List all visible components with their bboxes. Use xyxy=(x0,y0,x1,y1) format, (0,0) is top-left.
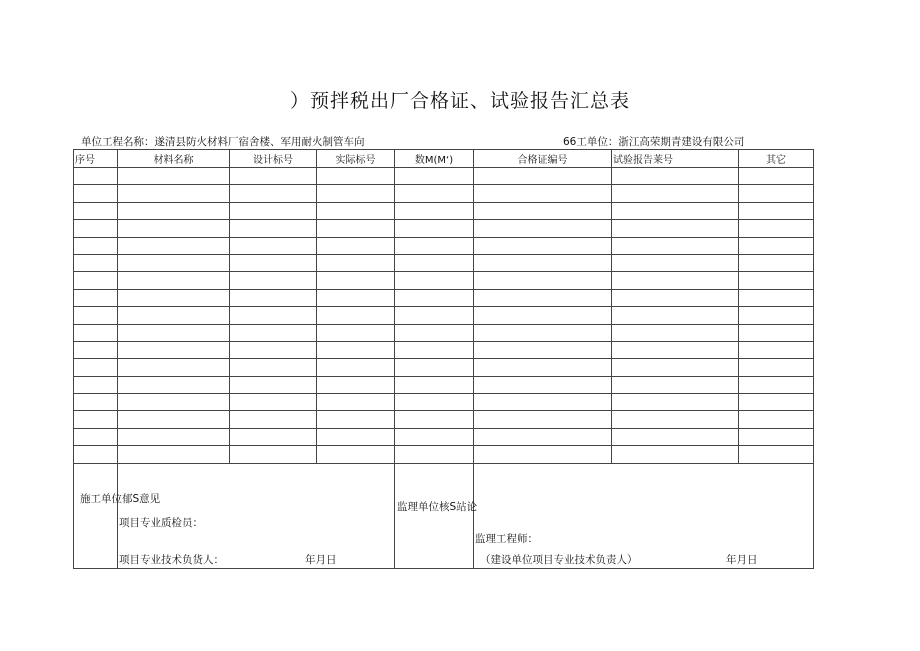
date-label-2: 年月日 xyxy=(726,553,758,566)
table-cell xyxy=(612,324,739,341)
table-cell xyxy=(739,411,814,428)
table-cell xyxy=(474,359,612,376)
table-cell xyxy=(118,289,230,306)
table-cell xyxy=(230,307,317,324)
table-cell xyxy=(317,307,395,324)
table-cell xyxy=(74,272,118,289)
table-row xyxy=(74,411,814,428)
table-cell xyxy=(317,394,395,411)
table-cell xyxy=(317,411,395,428)
table-cell xyxy=(612,341,739,358)
summary-table xyxy=(73,149,814,569)
table-cell xyxy=(474,254,612,271)
table-cell xyxy=(317,359,395,376)
table-cell xyxy=(739,394,814,411)
table-row xyxy=(74,202,814,219)
table-cell xyxy=(739,307,814,324)
table-cell xyxy=(395,359,474,376)
table-cell xyxy=(612,359,739,376)
table-cell xyxy=(118,394,230,411)
table-cell xyxy=(230,341,317,358)
table-cell xyxy=(395,272,474,289)
table-cell xyxy=(74,376,118,393)
table-cell xyxy=(612,394,739,411)
table-cell xyxy=(317,272,395,289)
table-cell xyxy=(474,446,612,463)
construction-unit: 66工单位：浙江高荣期青建设有限公司 xyxy=(563,136,745,148)
table-cell xyxy=(230,237,317,254)
table-cell xyxy=(739,254,814,271)
table-cell xyxy=(317,202,395,219)
table-cell xyxy=(474,185,612,202)
table-cell xyxy=(230,220,317,237)
table-cell xyxy=(612,254,739,271)
table-cell xyxy=(395,220,474,237)
signature-row xyxy=(74,463,814,568)
table-row xyxy=(74,359,814,376)
table-cell xyxy=(118,254,230,271)
table-cell xyxy=(230,428,317,445)
table-cell xyxy=(118,359,230,376)
table-cell xyxy=(74,324,118,341)
table-cell xyxy=(612,289,739,306)
table-cell xyxy=(230,324,317,341)
table-cell xyxy=(474,168,612,185)
supervision-signature-cell xyxy=(474,463,814,568)
table-cell xyxy=(118,376,230,393)
table-row xyxy=(74,289,814,306)
table-cell xyxy=(74,289,118,306)
col-header-material: 材料名称 xyxy=(118,150,230,168)
table-cell xyxy=(474,237,612,254)
quality-inspector-label: 项目专业质检员： xyxy=(119,516,203,529)
table-cell xyxy=(118,324,230,341)
construction-signature-cell xyxy=(118,463,395,568)
table-row xyxy=(74,341,814,358)
table-cell xyxy=(395,202,474,219)
table-cell xyxy=(612,185,739,202)
table-cell xyxy=(118,168,230,185)
table-cell xyxy=(474,220,612,237)
table-cell xyxy=(118,446,230,463)
table-row xyxy=(74,324,814,341)
table-cell xyxy=(474,272,612,289)
table-cell xyxy=(739,168,814,185)
supervising-engineer-label: 监理工程师： xyxy=(475,532,538,545)
table-cell xyxy=(230,185,317,202)
table-cell xyxy=(739,446,814,463)
table-cell xyxy=(739,185,814,202)
table-cell xyxy=(395,341,474,358)
table-cell xyxy=(317,446,395,463)
table-cell xyxy=(230,168,317,185)
table-cell xyxy=(230,446,317,463)
table-cell xyxy=(395,394,474,411)
col-header-other: 其它 xyxy=(739,150,814,168)
table-row xyxy=(74,376,814,393)
table-cell xyxy=(118,272,230,289)
supervision-opinion-label: 监理单位核S站论 xyxy=(397,500,478,513)
table-cell xyxy=(317,237,395,254)
table-cell xyxy=(395,376,474,393)
table-cell xyxy=(74,185,118,202)
table-cell xyxy=(118,307,230,324)
table-cell xyxy=(74,394,118,411)
table-cell xyxy=(118,411,230,428)
table-cell xyxy=(317,428,395,445)
table-cell xyxy=(230,376,317,393)
table-cell xyxy=(739,376,814,393)
col-header-quantity: 数M(M‘) xyxy=(395,150,474,168)
table-cell xyxy=(74,254,118,271)
table-cell xyxy=(739,202,814,219)
table-row xyxy=(74,168,814,185)
table-cell xyxy=(612,446,739,463)
table-cell xyxy=(395,446,474,463)
table-cell xyxy=(118,185,230,202)
table-cell xyxy=(612,411,739,428)
table-cell xyxy=(317,220,395,237)
table-cell xyxy=(230,411,317,428)
table-row xyxy=(74,428,814,445)
table-cell xyxy=(74,202,118,219)
table-cell xyxy=(230,289,317,306)
col-header-certificate-no: 合格证编号 xyxy=(474,150,612,168)
document-title: ）预拌税出厂合格证、试验报告汇总表 xyxy=(289,90,630,112)
table-cell xyxy=(739,272,814,289)
col-header-test-report-no: 试验报告莱号 xyxy=(612,150,739,168)
technical-lead-label: 项目专业技术负货人： xyxy=(119,553,224,566)
table-cell xyxy=(395,254,474,271)
table-cell xyxy=(317,168,395,185)
table-cell xyxy=(739,324,814,341)
col-header-design-grade: 设计标号 xyxy=(230,150,317,168)
table-row xyxy=(74,254,814,271)
table-cell xyxy=(474,202,612,219)
table-cell xyxy=(230,394,317,411)
table-row xyxy=(74,307,814,324)
date-label-1: 年月日 xyxy=(305,553,337,566)
table-cell xyxy=(395,289,474,306)
table-cell xyxy=(230,202,317,219)
table-cell xyxy=(612,272,739,289)
table-cell xyxy=(739,220,814,237)
table-cell xyxy=(118,202,230,219)
table-cell xyxy=(395,168,474,185)
table-cell xyxy=(395,428,474,445)
table-cell xyxy=(474,376,612,393)
table-cell xyxy=(739,428,814,445)
table-row xyxy=(74,237,814,254)
table-cell xyxy=(395,185,474,202)
table-cell xyxy=(739,359,814,376)
table-cell xyxy=(317,324,395,341)
table-cell xyxy=(395,324,474,341)
table-cell xyxy=(317,185,395,202)
table-cell xyxy=(612,307,739,324)
table-cell xyxy=(230,272,317,289)
table-cell xyxy=(317,289,395,306)
table-cell xyxy=(317,376,395,393)
table-cell xyxy=(74,341,118,358)
table-cell xyxy=(118,237,230,254)
table-cell xyxy=(474,289,612,306)
table-cell xyxy=(74,237,118,254)
table-cell xyxy=(230,254,317,271)
owner-representative-label: （建设单位项目专业技术负责人） xyxy=(480,553,638,566)
table-cell xyxy=(230,359,317,376)
table-cell xyxy=(118,220,230,237)
table-cell xyxy=(74,307,118,324)
table-cell xyxy=(612,237,739,254)
table-cell xyxy=(395,411,474,428)
table-cell xyxy=(612,202,739,219)
table-cell xyxy=(739,289,814,306)
table-cell xyxy=(317,254,395,271)
table-cell xyxy=(474,428,612,445)
table-cell xyxy=(118,428,230,445)
table-row xyxy=(74,272,814,289)
table-cell xyxy=(74,428,118,445)
table-cell xyxy=(74,359,118,376)
table-cell xyxy=(612,428,739,445)
table-cell xyxy=(74,168,118,185)
table-cell xyxy=(739,341,814,358)
header-row xyxy=(74,150,814,168)
table-row xyxy=(74,185,814,202)
table-row xyxy=(74,394,814,411)
table-cell xyxy=(612,376,739,393)
table-cell xyxy=(474,307,612,324)
table-cell xyxy=(317,341,395,358)
table-cell xyxy=(74,446,118,463)
table-cell xyxy=(395,307,474,324)
table-cell xyxy=(474,324,612,341)
table-cell xyxy=(739,237,814,254)
construction-opinion-label: 施工单位郁S意见 xyxy=(80,492,161,505)
table-cell xyxy=(612,168,739,185)
table-cell xyxy=(474,411,612,428)
table-cell xyxy=(74,411,118,428)
table-cell xyxy=(118,341,230,358)
table-cell xyxy=(395,237,474,254)
table-cell xyxy=(474,394,612,411)
table-row xyxy=(74,220,814,237)
table-cell xyxy=(474,341,612,358)
project-name: 单位工程名称：遂清县防火材料厂宿舍楼、军用耐火制管车向 xyxy=(81,136,365,148)
col-header-actual-grade: 实际标号 xyxy=(317,150,395,168)
col-header-index: 序号 xyxy=(74,150,118,168)
table-cell xyxy=(74,220,118,237)
table-cell xyxy=(612,220,739,237)
table-row xyxy=(74,446,814,463)
supervision-opinion-cell xyxy=(395,463,478,568)
